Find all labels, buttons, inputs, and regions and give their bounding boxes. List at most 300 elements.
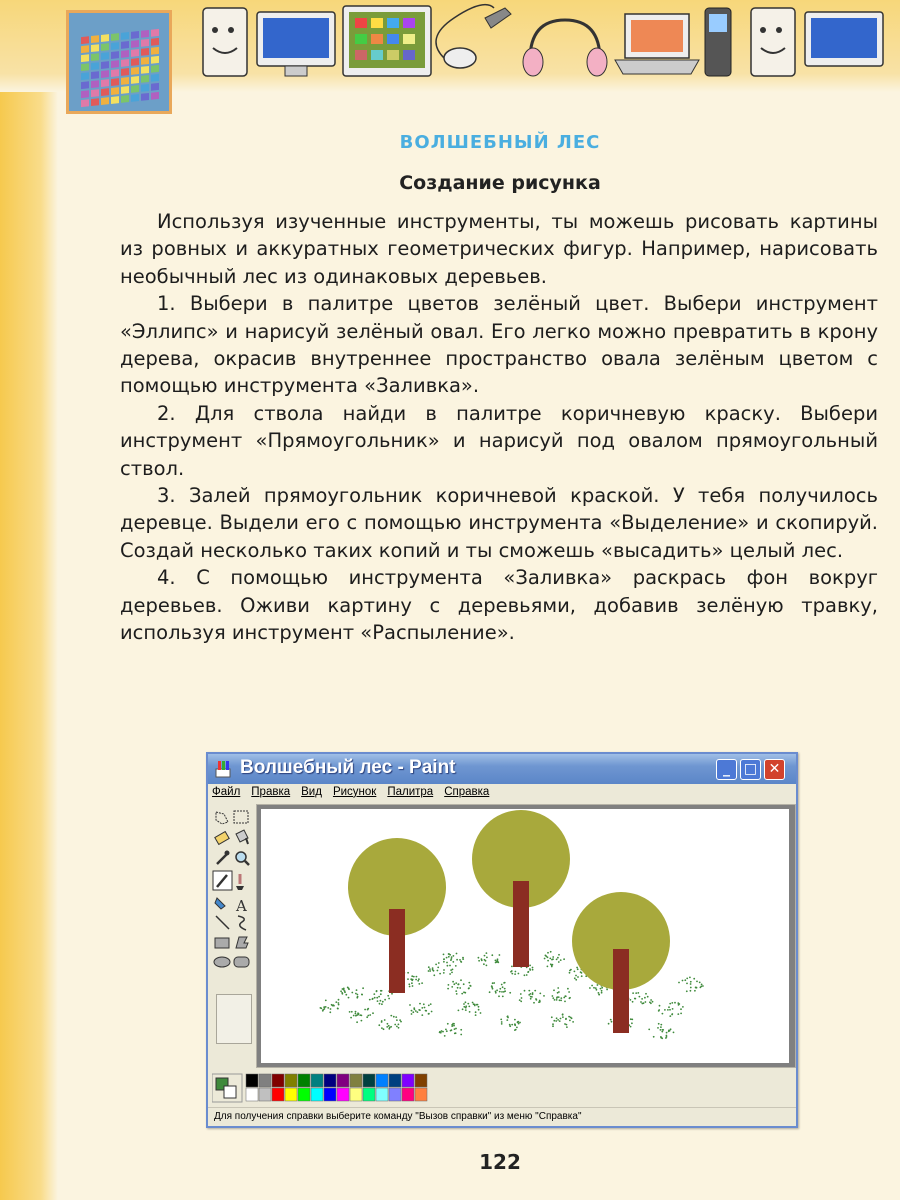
grass-dot <box>478 1006 480 1008</box>
grass-dot <box>351 1011 353 1013</box>
grass-dot <box>564 1001 566 1003</box>
color-cell <box>111 87 119 95</box>
tree-trunk <box>513 881 529 967</box>
grass-dot <box>460 961 462 963</box>
color-cell <box>131 76 139 84</box>
grass-dot <box>500 1019 502 1021</box>
grass-dot <box>659 1005 661 1007</box>
grass-dot <box>539 993 541 995</box>
color-cell <box>81 90 89 98</box>
brush-icon[interactable] <box>236 874 244 890</box>
grass-dot <box>528 990 530 992</box>
grass-dot <box>552 964 554 966</box>
grass-dot <box>608 1023 610 1025</box>
eraser-icon[interactable] <box>215 832 229 845</box>
color-cell <box>131 49 139 57</box>
grass-dot <box>349 1011 351 1013</box>
color-cell <box>81 72 89 80</box>
grass-dot <box>647 996 649 998</box>
grass-dot <box>433 970 435 972</box>
magnifier-icon[interactable] <box>236 852 249 865</box>
grass-dot <box>486 965 488 967</box>
grass-dot <box>552 958 554 960</box>
palette-swatch <box>285 1074 297 1087</box>
grass-dot <box>686 990 688 992</box>
grass-dot <box>469 985 471 987</box>
grass-dot <box>499 991 501 993</box>
grass-dot <box>660 1037 662 1039</box>
grass-dot <box>495 992 497 994</box>
eyedropper-icon[interactable] <box>217 851 230 865</box>
grass-dot <box>552 1023 554 1025</box>
palette-swatch <box>389 1074 401 1087</box>
grass-dot <box>575 975 577 977</box>
grass-dot <box>446 1030 448 1032</box>
grass-dot <box>428 970 430 972</box>
grass-dot <box>418 1009 420 1011</box>
color-cell <box>111 51 119 59</box>
toolbox-icons <box>212 808 252 988</box>
grass-dot <box>690 983 692 985</box>
grass-dot <box>558 954 560 956</box>
grass-dot <box>553 989 555 991</box>
grass-dot <box>460 979 462 981</box>
grass-dot <box>455 982 457 984</box>
color-cell <box>131 31 139 39</box>
color-cell <box>151 74 159 82</box>
grass-dot <box>686 983 688 985</box>
grass-dot <box>514 973 516 975</box>
palette-swatch <box>337 1074 349 1087</box>
grass-dot <box>388 998 390 1000</box>
grass-dot <box>606 989 608 991</box>
grass-dot <box>560 1018 562 1020</box>
grass-dot <box>503 991 505 993</box>
grass-dot <box>497 962 499 964</box>
grass-dot <box>577 968 579 970</box>
color-cell <box>101 52 109 60</box>
tree-3 <box>572 892 670 1033</box>
grass-dot <box>528 971 530 973</box>
color-cell <box>91 80 99 88</box>
maximize-button[interactable]: □ <box>740 759 761 780</box>
grass-dot <box>556 1017 558 1019</box>
svg-text:A: A <box>236 897 247 915</box>
step-2-paragraph: 2. Для ствола найди в палитре коричневую краску. Выбери инструмент «Прямоугольник» и нарисуй под овалом прямоугольный ствол. <box>120 401 878 480</box>
grass-dot <box>327 1007 329 1009</box>
grass-dot <box>443 961 445 963</box>
grass-dot <box>682 980 684 982</box>
grass-dot <box>351 992 353 994</box>
grass-dot <box>333 1005 335 1007</box>
grass-dot <box>380 1000 382 1002</box>
grass-dot <box>610 1019 612 1021</box>
grass-dot <box>595 987 597 989</box>
grass-dot <box>509 1024 511 1026</box>
grass-dot <box>353 1015 355 1017</box>
grass-dot <box>577 976 579 978</box>
grass-dot <box>446 957 448 959</box>
grass-dot <box>387 1023 389 1025</box>
grass-dot <box>671 1014 673 1016</box>
tool-options-box[interactable] <box>216 994 252 1044</box>
grass-dot <box>460 1029 462 1031</box>
close-button[interactable]: ✕ <box>764 759 785 780</box>
grass-dot <box>451 972 453 974</box>
grass-dot <box>568 991 570 993</box>
grass-dot <box>690 990 692 992</box>
grass-dot <box>455 990 457 992</box>
grass-dot <box>501 1021 503 1023</box>
grass-dot <box>521 997 523 999</box>
grass-dot <box>559 1020 561 1022</box>
grass-dot <box>425 1010 427 1012</box>
grass-dot <box>680 1008 682 1010</box>
grass-dot <box>391 993 393 995</box>
grass-dot <box>460 1034 462 1036</box>
grass-dot <box>596 989 598 991</box>
section-heading: ВОЛШЕБНЫЙ ЛЕС <box>399 132 601 153</box>
computer-tower-icon <box>203 8 247 76</box>
polygon-icon[interactable] <box>236 937 248 948</box>
status-bar: Для получения справки выберите команду "Вызов справки" из меню "Справка" <box>208 1107 796 1126</box>
headphones-icon <box>523 20 607 76</box>
grass-dot <box>410 978 412 980</box>
color-cell <box>141 48 149 56</box>
grass-dot <box>503 982 505 984</box>
grass-dot <box>538 1001 540 1003</box>
color-cell <box>81 81 89 89</box>
grass-dot <box>575 979 577 981</box>
grass-dot <box>442 1031 444 1033</box>
grass-dot <box>364 1009 366 1011</box>
grass-dot <box>635 992 637 994</box>
grass-dot <box>632 1001 634 1003</box>
grass-dot <box>661 1031 663 1033</box>
grass-dot <box>555 1020 557 1022</box>
color-cell <box>101 43 109 51</box>
grass-dot <box>345 994 347 996</box>
grass-dot <box>557 987 559 989</box>
paint-app-icon <box>214 759 234 779</box>
grass-dot <box>373 993 375 995</box>
mobile-phone-icon <box>705 8 731 76</box>
grass-dot <box>367 1009 369 1011</box>
grass-dot <box>380 993 382 995</box>
grass-dot <box>445 1029 447 1031</box>
color-cell <box>101 88 109 96</box>
instructions-text <box>120 208 878 647</box>
palette-swatch <box>324 1088 336 1101</box>
grass-dot <box>362 987 364 989</box>
fill-icon[interactable] <box>236 830 248 844</box>
grass-dot <box>382 1001 384 1003</box>
grass-dot <box>630 1026 632 1028</box>
grass-dot <box>529 969 531 971</box>
color-cell <box>131 58 139 66</box>
color-cell <box>131 85 139 93</box>
grass-dot <box>409 1004 411 1006</box>
grass-dot <box>418 978 420 980</box>
grass-dot <box>518 973 520 975</box>
paint-window-title: Волшебный лес - Paint <box>240 757 456 778</box>
grass-dot <box>634 998 636 1000</box>
menu-view[interactable]: Вид <box>301 786 322 798</box>
grass-dot <box>664 1009 666 1011</box>
grass-dot <box>451 986 453 988</box>
grass-dot <box>415 979 417 981</box>
grass-dot <box>428 966 430 968</box>
grass-dot <box>356 1021 358 1023</box>
grass-dot <box>478 960 480 962</box>
color-cell <box>101 79 109 87</box>
grass-dot <box>499 954 501 956</box>
palette-swatch <box>311 1088 323 1101</box>
grass-dot <box>495 960 497 962</box>
grass-dot <box>530 993 532 995</box>
grass-dot <box>423 1003 425 1005</box>
grass-dot <box>658 1023 660 1025</box>
grass-dot <box>447 988 449 990</box>
menu-edit[interactable]: Правка <box>251 786 291 798</box>
grass-dot <box>393 1016 395 1018</box>
menu-image[interactable]: Рисунок <box>332 786 377 798</box>
grass-dot <box>552 995 554 997</box>
grass-dot <box>407 972 409 974</box>
grass-dot <box>335 1001 337 1003</box>
grass-dot <box>459 959 461 961</box>
ellipse-icon[interactable] <box>214 957 230 967</box>
grass-dot <box>569 1020 571 1022</box>
grass-dot <box>398 1027 400 1029</box>
grass-dot <box>413 976 415 978</box>
grass-dot <box>435 964 437 966</box>
grass-dot <box>338 1004 340 1006</box>
grass-dot <box>678 1004 680 1006</box>
grass-dot <box>559 999 561 1001</box>
grass-dot <box>409 986 411 988</box>
section-subheading: Создание рисунка <box>399 172 601 194</box>
rounded-rect-icon[interactable] <box>234 957 249 967</box>
grass-dot <box>560 959 562 961</box>
color-cell <box>111 96 119 104</box>
grass-dot <box>554 999 556 1001</box>
grass-dot <box>502 996 504 998</box>
grass-dot <box>598 992 600 994</box>
grass-dot <box>421 1007 423 1009</box>
grass-dot <box>407 978 409 980</box>
color-cell <box>111 78 119 86</box>
grass-dot <box>448 956 450 958</box>
color-cell <box>91 35 99 43</box>
grass-dot <box>330 1008 332 1010</box>
grass-dot <box>386 1026 388 1028</box>
grass-dot <box>630 999 632 1001</box>
grass-dot <box>449 973 451 975</box>
color-cell <box>91 71 99 79</box>
grass-dot <box>694 990 696 992</box>
grass-dot <box>340 990 342 992</box>
palette-swatch <box>402 1074 414 1087</box>
palette-swatch <box>415 1074 427 1087</box>
text-icon[interactable] <box>235 897 247 915</box>
grass-dot <box>475 1014 477 1016</box>
grass-dot <box>632 992 634 994</box>
grass-dot <box>520 993 522 995</box>
grass-dot <box>474 1004 476 1006</box>
grass-dot <box>483 963 485 965</box>
grass-dot <box>458 983 460 985</box>
grass-dot <box>674 1002 676 1004</box>
free-select-icon[interactable] <box>216 812 228 824</box>
color-cell <box>121 95 129 103</box>
menu-help[interactable]: Справка <box>444 786 490 798</box>
color-cell <box>121 77 129 85</box>
grass-dot <box>566 1024 568 1026</box>
curve-icon[interactable] <box>238 916 246 930</box>
paint-titlebar[interactable] <box>208 754 796 784</box>
grass-dot <box>381 1021 383 1023</box>
grass-dot <box>593 987 595 989</box>
pencil-icon[interactable] <box>213 871 232 890</box>
grass-dot <box>338 999 340 1001</box>
grass-dot <box>556 997 558 999</box>
grass-dot <box>431 1011 433 1013</box>
grass-dot <box>396 1019 398 1021</box>
grass-dot <box>378 1024 380 1026</box>
grass-dot <box>387 995 389 997</box>
grass-dot <box>453 983 455 985</box>
grass-dot <box>350 1017 352 1019</box>
grass-dot <box>702 985 704 987</box>
grass-dot <box>469 1011 471 1013</box>
grass-dot <box>567 988 569 990</box>
palette-swatch <box>259 1074 271 1087</box>
palette-swatches[interactable] <box>212 1072 512 1106</box>
grass-dot <box>489 991 491 993</box>
palette-swatch <box>272 1088 284 1101</box>
grass-dot <box>376 997 378 999</box>
grass-dot <box>551 1016 553 1018</box>
line-icon[interactable] <box>216 916 229 929</box>
grass-dot <box>547 960 549 962</box>
palette-swatch <box>376 1088 388 1101</box>
grass-dot <box>384 1019 386 1021</box>
grass-dot <box>395 1016 397 1018</box>
grass-dot <box>411 982 413 984</box>
grass-dot <box>456 993 458 995</box>
grass-dot <box>696 987 698 989</box>
palette-swatch <box>337 1088 349 1101</box>
grass-dot <box>491 954 493 956</box>
grass-dot <box>563 958 565 960</box>
color-cell <box>141 30 149 38</box>
grass-dot <box>424 1007 426 1009</box>
rect-select-icon[interactable] <box>234 811 248 823</box>
grass-dot <box>519 1022 521 1024</box>
grass-dot <box>501 984 503 986</box>
color-cell <box>151 65 159 73</box>
grass-dot <box>361 1015 363 1017</box>
grass-dot <box>557 957 559 959</box>
grass-dot <box>557 1019 559 1021</box>
grass-dot <box>514 1023 516 1025</box>
grass-dot <box>680 1013 682 1015</box>
color-cell <box>141 75 149 83</box>
color-cell <box>81 36 89 44</box>
rectangle-icon[interactable] <box>215 938 229 948</box>
minimize-button[interactable]: _ <box>716 759 737 780</box>
palette-swatch <box>272 1074 284 1087</box>
grass-dot <box>700 987 702 989</box>
grass-dot <box>390 1015 392 1017</box>
grass-dot <box>388 1025 390 1027</box>
grass-dot <box>443 958 445 960</box>
grass-dot <box>411 975 413 977</box>
grass-dot <box>356 1014 358 1016</box>
grass-dot <box>524 974 526 976</box>
grass-dot <box>563 997 565 999</box>
grass-dot <box>571 1017 573 1019</box>
drawing-canvas[interactable] <box>261 809 789 1063</box>
grass-dot <box>413 1007 415 1009</box>
color-cell <box>81 63 89 71</box>
grass-dot <box>478 1009 480 1011</box>
menu-palette[interactable]: Палитра <box>387 786 434 798</box>
grass-dot <box>545 955 547 957</box>
color-cell <box>121 86 129 94</box>
color-cell <box>81 54 89 62</box>
grass-dot <box>519 999 521 1001</box>
grass-dot <box>514 1019 516 1021</box>
grass-dot <box>533 1002 535 1004</box>
mouse-icon <box>436 5 494 68</box>
grass-dot <box>645 1001 647 1003</box>
palette-swatch <box>402 1088 414 1101</box>
grass-dot <box>643 1002 645 1004</box>
grass-dot <box>456 959 458 961</box>
menu-file[interactable]: Файл <box>212 786 241 798</box>
grass-dot <box>428 1013 430 1015</box>
palette-swatch <box>350 1088 362 1101</box>
grass-dot <box>510 971 512 973</box>
grass-dot <box>524 990 526 992</box>
grass-dot <box>667 1009 669 1011</box>
color-palette <box>212 1072 512 1106</box>
grass-dot <box>429 968 431 970</box>
grass-dot <box>601 992 603 994</box>
grass-dot <box>640 1001 642 1003</box>
airbrush-icon[interactable] <box>215 898 225 909</box>
color-cell <box>91 89 99 97</box>
grass-dot <box>514 1029 516 1031</box>
grass-dot <box>337 1008 339 1010</box>
grass-dot <box>564 995 566 997</box>
grass-dot <box>475 1011 477 1013</box>
page-number: 122 <box>479 1150 521 1174</box>
grass-dot <box>581 972 583 974</box>
grass-dot <box>699 982 701 984</box>
grass-dot <box>486 952 488 954</box>
grass-dot <box>369 999 371 1001</box>
grass-dot <box>379 1003 381 1005</box>
step-3-paragraph: 3. Залей прямоугольник коричневой краской. У тебя получилось деревце. Выдели его с помощью инструмента «Выделение» и скопируй. Создай несколько таких копий и ты сможешь «высадить» целый лес. <box>120 484 878 562</box>
color-cell <box>141 57 149 65</box>
color-cell <box>101 61 109 69</box>
grass-dot <box>463 983 465 985</box>
grass-dot <box>690 981 692 983</box>
grass-dot <box>550 963 552 965</box>
